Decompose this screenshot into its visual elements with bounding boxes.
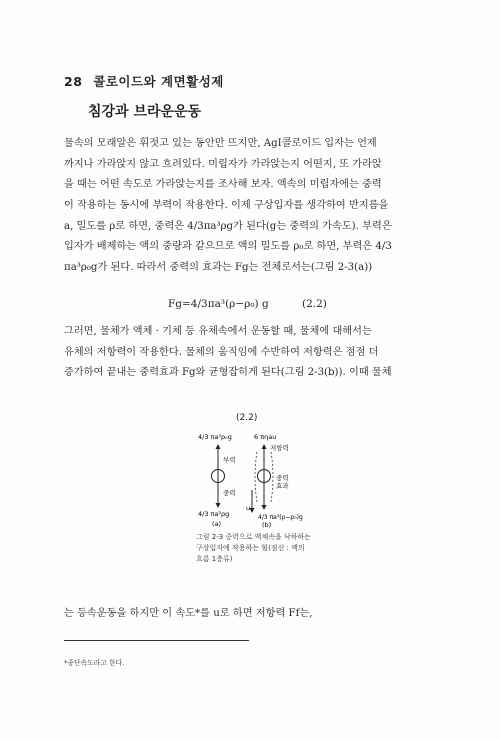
figure-label: (2.2): [236, 413, 258, 423]
text-line: 물속의 모래알은 휘젓고 있는 동안만 뜨지만, AgI콜로이드 입자는 언제: [64, 138, 377, 149]
section-title: 침강과 브라운운동: [88, 104, 202, 120]
paragraph-1: [64, 134, 434, 279]
force-diagram-svg: [196, 430, 316, 530]
paragraph-2: [64, 322, 434, 384]
caption-line: 그림 2-3 중력으로 액체속을 낙하하는: [196, 533, 312, 541]
left-top-label: 4/3 πa³ρ₀g: [198, 433, 232, 441]
text-line: 입자가 배제하는 액의 중량과 같으므로 액의 밀도를 ρ₀로 하면, 부력은 4/3: [64, 241, 392, 253]
gravity-label: 중력: [223, 489, 236, 497]
gravity-effect-arrowhead: [262, 505, 267, 510]
text-line: 증가하여 끝내는 중력효과 Fg와 균형잡히게 된다(그림 2-3(b)). 이때 물체: [64, 367, 392, 379]
text-line: 그러면, 물체가 액체 · 기체 등 유체속에서 운동할 때, 물체에 대해서는: [64, 326, 372, 337]
running-head-title: 콜로이드와 계면활성제: [93, 74, 224, 89]
resistance-arrowhead: [262, 444, 267, 449]
gravity-effect-label-2: 효과: [276, 482, 289, 490]
velocity-label: u: [246, 504, 251, 512]
figure-caption: [196, 532, 346, 565]
footnote: *종단속도라고 한다.: [64, 659, 125, 667]
text-line: 유체의 저항력이 작용한다. 물체의 움직임에 수반하여 저항력은 점점 더: [64, 346, 379, 358]
buoyancy-arrowhead: [216, 444, 221, 449]
text-line: 는 등속운동을 하지만 이 속도*를 u로 하면 저항력 Ff는,: [64, 608, 313, 619]
caption-line: 흐름 1층류): [196, 555, 233, 563]
velocity-arrowhead: [250, 508, 255, 513]
panel-b-label: (b): [262, 521, 272, 529]
running-head: [64, 72, 224, 90]
equation-body: Fg=4/3πa³(ρ−ρ₀) g: [168, 298, 269, 310]
text-line: 까지나 가라앉지 않고 흐려있다. 미립자가 가라앉는지 어떤지, 또 가라앉: [64, 158, 382, 170]
caption-line: 구상입자에 작용하는 힘(점선 : 액의: [196, 544, 305, 552]
equation-number: (2.2): [302, 298, 327, 310]
right-bottom-label: 4/3 πa³(ρ−ρ₀)g: [258, 514, 303, 521]
resistance-label: 저항력: [270, 444, 289, 452]
text-line: πa³ρ₀g가 된다. 따라서 중력의 효과는 Fg는 전체로서는(그림 2-3(a)): [64, 262, 373, 274]
force-diagram: [196, 430, 316, 530]
text-line: 이 작용하는 동시에 부력이 작용한다. 이제 구상입자를 생각하여 반지름을: [64, 200, 389, 212]
gravity-effect-label-1: 중력: [276, 474, 289, 482]
equation: [168, 298, 327, 310]
panel-a-label: (a): [212, 520, 222, 528]
text-line: a, 밀도를 ρ로 하면, 중력은 4/3πa³ρg가 된다(g는 중력의 가속도). 부력은: [64, 220, 392, 232]
paragraph-3: [64, 604, 434, 625]
page-number: 28: [64, 74, 83, 89]
gravity-arrowhead: [216, 503, 221, 508]
buoyancy-label: 부력: [223, 456, 236, 464]
footnote-divider: [64, 640, 249, 641]
right-top-label: 6 πηau: [254, 433, 277, 441]
left-bottom-label: 4/3 πa³ρg: [198, 510, 230, 518]
text-line: 을 때는 어떤 속도로 가라앉는지를 조사해 보자. 액속의 미립자에는 중력: [64, 179, 382, 191]
